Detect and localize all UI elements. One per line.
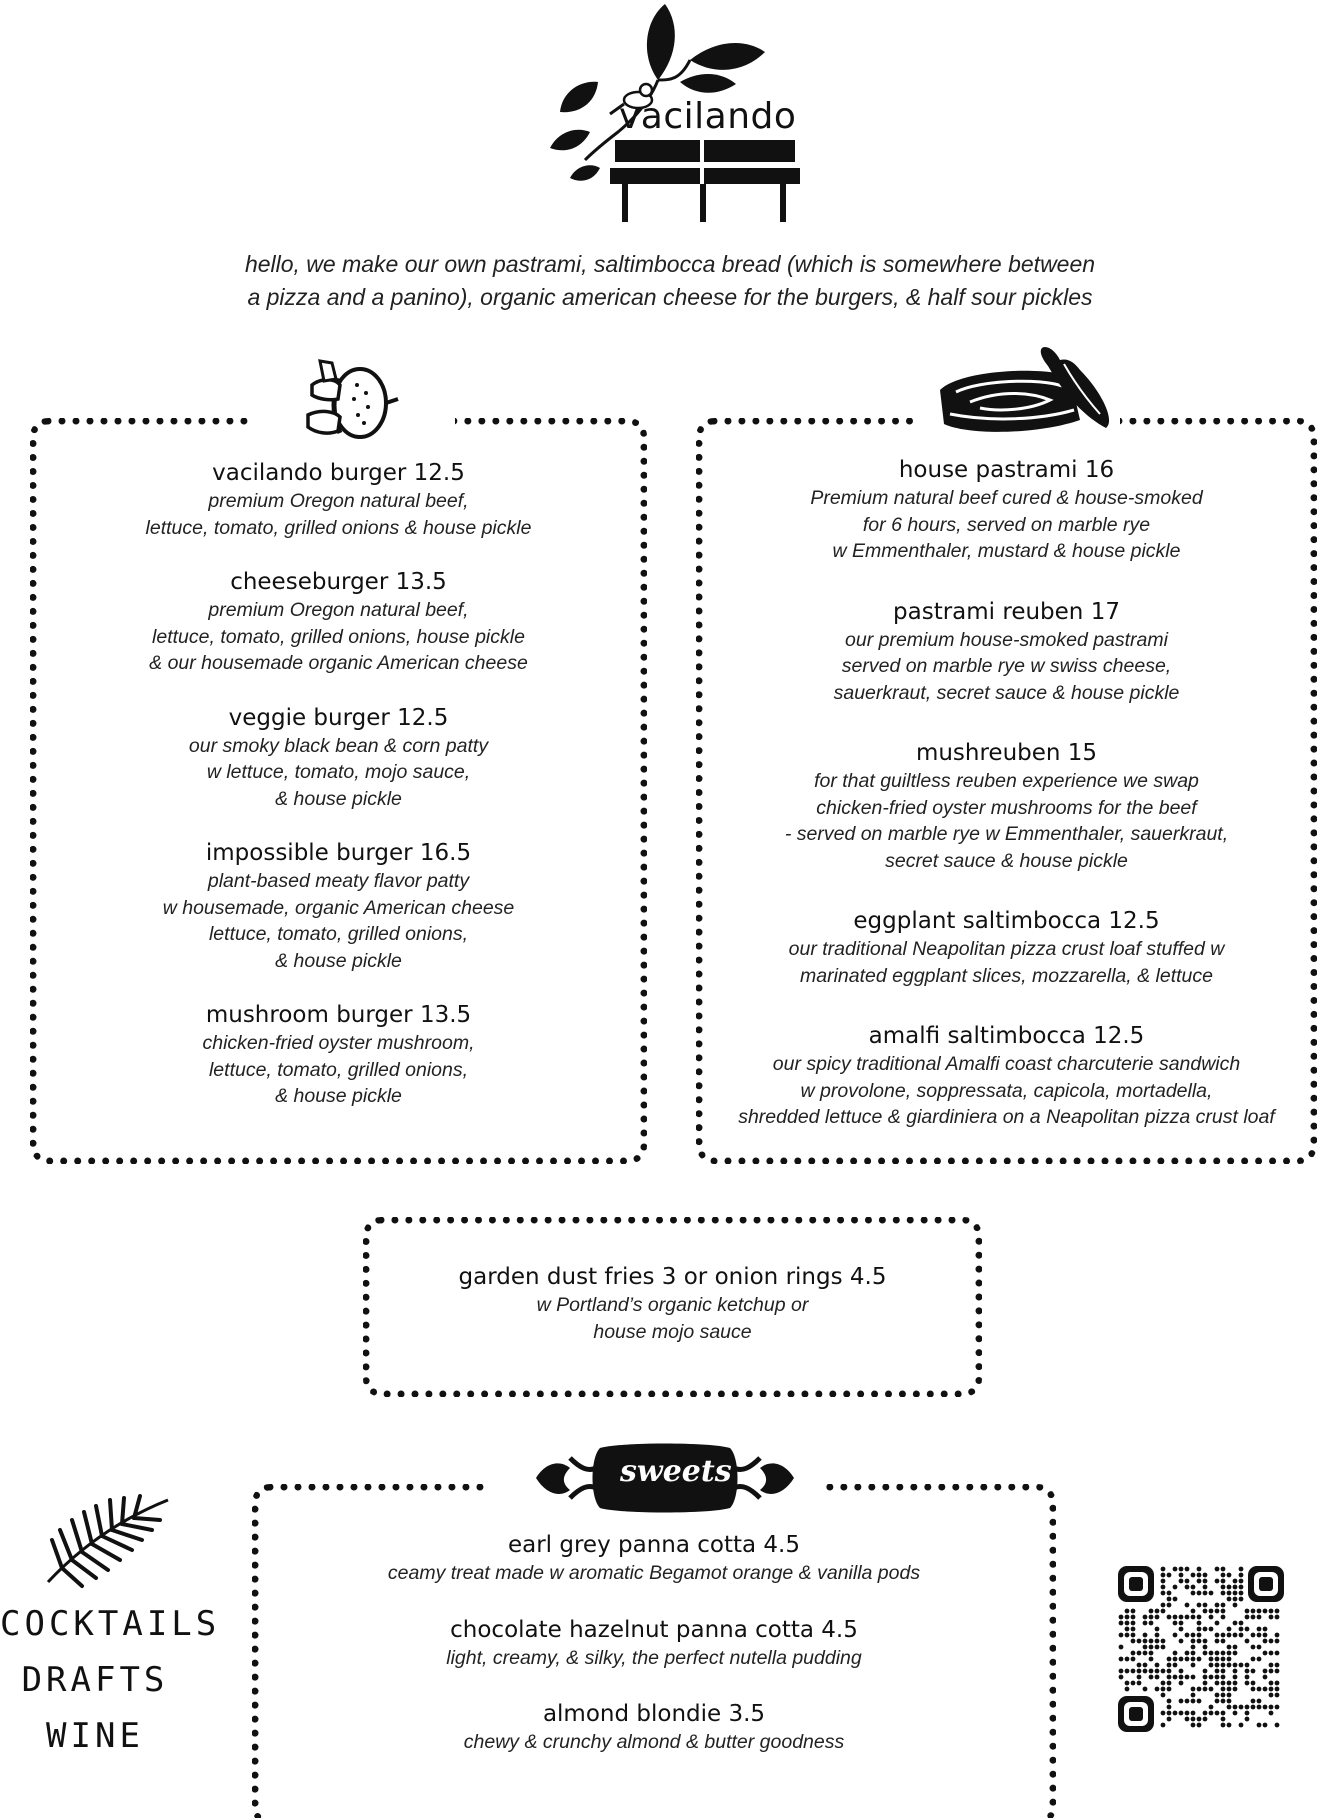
item-name: mushroom burger 13.5 — [205, 1002, 472, 1028]
item-name: almond blondie 3.5 — [542, 1701, 766, 1727]
item-desc: chicken-fried oyster mushroom, lettuce, tomato, grilled onions, & house pickle — [202, 1032, 475, 1107]
item-desc: for that guiltless reuben experience we swap chicken-fried oyster mushrooms for the beef - served on marble rye w Emmenthaler, sauerkraut, secret sauce & house pickle — [784, 770, 1229, 872]
qr-code[interactable] — [1118, 1566, 1284, 1732]
item-name: veggie burger 12.5 — [228, 704, 449, 731]
item-desc: Premium natural beef cured & house-smoked for 6 hours, served on marble rye w Emmenthaler, mustard & house pickle — [810, 487, 1203, 562]
drink-cocktails: COCKTAILS — [0, 1604, 221, 1644]
sandwiches-list — [704, 455, 1309, 1157]
list-item — [260, 1699, 1048, 1756]
item-desc: premium Oregon natural beef, lettuce, tomato, grilled onions, house pickle & our housemade organic American cheese — [149, 599, 528, 674]
burgers-list — [38, 458, 639, 1136]
vacilando-logo — [540, 0, 810, 230]
item-name: mushreuben 15 — [915, 740, 1098, 766]
item-name: eggplant saltimbocca 12.5 — [853, 908, 1160, 934]
item-desc: plant-based meaty flavor patty w housemade, organic American cheese lettuce, tomato, grilled onions, & house pickle — [162, 870, 515, 972]
list-item — [38, 458, 639, 541]
burger-in-hands-icon — [302, 355, 402, 455]
item-desc: light, creamy, & silky, the perfect nutella pudding — [446, 1646, 862, 1669]
item-name: garden dust fries 3 or onion rings 4.5 — [458, 1264, 887, 1290]
list-item — [704, 738, 1309, 874]
list-item — [260, 1530, 1048, 1587]
item-name: house pastrami 16 — [898, 457, 1115, 483]
item-name: amalfi saltimbocca 12.5 — [868, 1023, 1145, 1049]
list-item — [38, 703, 639, 813]
reuben-sandwich-pickle-icon — [930, 340, 1120, 444]
item-name: cheeseburger 13.5 — [230, 569, 447, 595]
list-item — [370, 1262, 975, 1345]
sweets-label: sweets — [620, 1454, 732, 1489]
item-name: vacilando burger 12.5 — [212, 460, 465, 486]
list-item — [38, 567, 639, 677]
palm-leaf-icon — [38, 1490, 174, 1590]
item-desc: w Portland’s organic ketchup or house mojo sauce — [536, 1294, 809, 1343]
item-name: earl grey panna cotta 4.5 — [507, 1532, 800, 1558]
list-item — [704, 455, 1309, 565]
drink-drafts: DRAFTS — [21, 1660, 169, 1700]
list-item — [704, 1021, 1309, 1131]
item-desc: our smoky black bean & corn patty w lettuce, tomato, mojo sauce, & house pickle — [188, 734, 489, 810]
list-item — [38, 1000, 639, 1110]
item-desc: premium Oregon natural beef, lettuce, tomato, grilled onions & house pickle — [145, 490, 532, 539]
item-name: chocolate hazelnut panna cotta 4.5 — [450, 1616, 858, 1643]
item-desc: our traditional Neapolitan pizza crust loaf stuffed w marinated eggplant slices, mozzarella, & lettuce — [788, 938, 1225, 987]
intro-text: hello, we make our own pastrami, saltimbocca bread (which is somewhere between a pizza and a panino), organic american cheese for the burgers, & half sour pickles — [244, 251, 1096, 310]
list-item — [260, 1615, 1048, 1672]
brand-name: vacilando — [619, 96, 797, 137]
sides-list — [370, 1262, 975, 1345]
item-name: pastrami reuben 17 — [893, 598, 1120, 625]
list-item — [704, 906, 1309, 989]
list-item — [38, 838, 639, 974]
item-desc: ceamy treat made w aromatic Begamot orange & vanilla pods — [387, 1562, 921, 1584]
item-desc: our spicy traditional Amalfi coast charcuterie sandwich w provolone, soppressata, capicola, mortadella, shredded lettuce & giardiniera on a Neapolitan pizza crust loaf — [738, 1053, 1275, 1128]
item-desc: chewy & crunchy almond & butter goodness — [463, 1731, 845, 1753]
item-desc: our premium house-smoked pastrami served on marble rye w swiss cheese, sauerkraut, secret sauce & house pickle — [833, 628, 1180, 704]
drinks-list — [0, 1596, 221, 1764]
drink-wine: WINE — [46, 1716, 144, 1756]
sweets-list — [260, 1530, 1048, 1756]
item-name: impossible burger 16.5 — [205, 840, 472, 866]
ornate-sweets-banner — [530, 1438, 800, 1518]
list-item — [704, 597, 1309, 707]
